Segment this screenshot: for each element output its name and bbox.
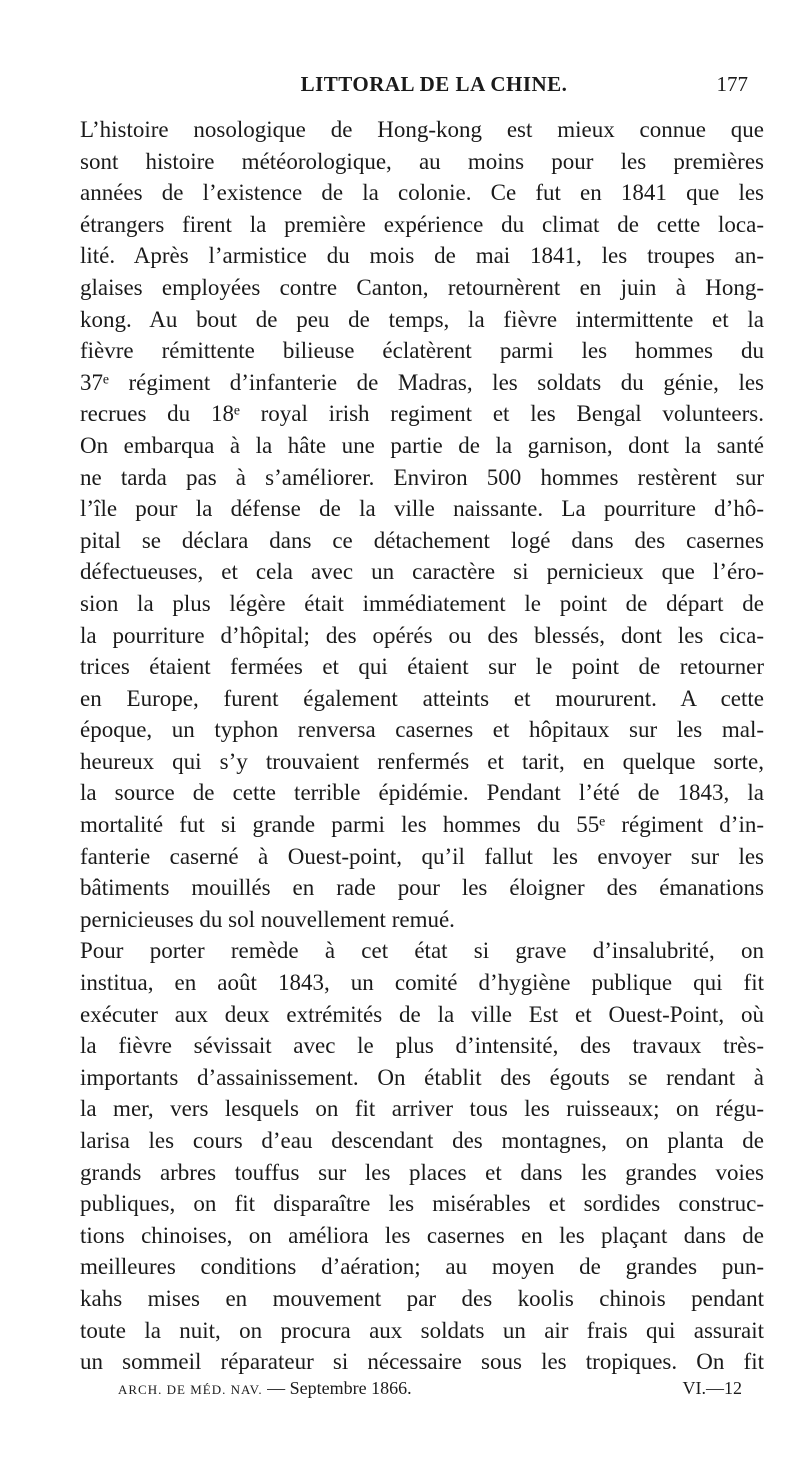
footer-separator: —	[267, 1378, 286, 1398]
text-line: grands arbres touffus sur les places et dans les grandes voies	[80, 1159, 764, 1185]
text-line: la fièvre sévissait avec le plus d’intensité, des travaux très-	[80, 1033, 764, 1059]
text-line: importants d’assainissement. On établit des égouts se rendant à	[80, 1064, 764, 1090]
footer-date: Septembre 1866.	[289, 1378, 412, 1398]
journal-abbreviation: ARCH. DE MÉD. NAV.	[118, 1382, 263, 1397]
text-line: étrangers firent la première expérience du climat de cette loca-	[80, 211, 764, 237]
text-line: heureux qui s’y trouvaient renfermés et tarit, en quelque sorte,	[80, 748, 764, 774]
text-line: tions chinoises, on améliora les casernes en les plaçant dans de	[80, 1222, 764, 1248]
text-line: la source de cette terrible épidémie. Pendant l’été de 1843, la	[80, 780, 764, 806]
text-line: années de l’existence de la colonie. Ce fut en 1841 que les	[80, 180, 764, 206]
text-line: époque, un typhon renversa casernes et hôpitaux sur les mal-	[80, 717, 764, 743]
signature-mark: VI.—12	[682, 1378, 742, 1398]
text-line: la pourriture d’hôpital; des opérés ou des blessés, dont les cica-	[80, 622, 764, 648]
text-line: défectueuses, et cela avec un caractère si pernicieux que l’éro-	[80, 559, 764, 585]
text-line: fièvre rémittente bilieuse éclatèrent parmi les hommes du	[80, 338, 764, 364]
paragraph-1	[58, 114, 764, 935]
text-line: 37ᵉ régiment d’infanterie de Madras, les soldats du génie, les	[80, 369, 764, 395]
text-line: fanterie caserné à Ouest-point, qu’il fallut les envoyer sur les	[80, 843, 764, 869]
text-line: l’île pour la défense de la ville naissante. La pourriture d’hô-	[80, 496, 764, 522]
text-line: kahs mises en mouvement par des koolis chinois pendant	[80, 1285, 764, 1311]
text-line: recrues du 18ᵉ royal irish regiment et les Bengal volunteers.	[80, 401, 764, 427]
page-footer	[118, 1378, 742, 1404]
text-line: sion la plus légère était immédiatement le point de départ de	[80, 590, 764, 616]
page-number: 177	[716, 72, 748, 96]
text-line: meilleures conditions d’aération; au moyen de grandes pun-	[80, 1254, 764, 1280]
text-line: ne tarda pas à s’améliorer. Environ 500 hommes restèrent sur	[80, 464, 764, 490]
text-line: sont histoire météorologique, au moins pour les premières	[80, 148, 764, 174]
text-line: On embarqua à la hâte une partie de la garnison, dont la santé	[80, 432, 764, 458]
text-line: kong. Au bout de peu de temps, la fièvre intermittente et la	[80, 306, 764, 332]
text-line: publiques, on fit disparaître les misérables et sordides construc-	[80, 1191, 764, 1217]
text-line: larisa les cours d’eau descendant des montagnes, on planta de	[80, 1128, 764, 1153]
paragraph-2	[58, 935, 764, 1377]
text-line: glaises employées contre Canton, retournèrent en juin à Hong-	[80, 274, 764, 300]
footer-source-line	[118, 1378, 412, 1399]
text-line: lité. Après l’armistice du mois de mai 1841, les troupes an-	[80, 243, 764, 269]
text-line: pital se déclara dans ce détachement logé dans des casernes	[80, 527, 764, 553]
page-header	[120, 72, 748, 100]
body-text	[58, 114, 764, 1378]
text-line: bâtiments mouillés en rade pour les éloigner des émanations	[80, 875, 764, 901]
text-line: mortalité fut si grande parmi les hommes du 55ᵉ régiment d’in-	[80, 812, 764, 838]
text-line: en Europe, furent également atteints et moururent. A cette	[80, 685, 764, 711]
text-line: institua, en août 1843, un comité d’hygiène publique qui fit	[80, 970, 764, 996]
text-line: trices étaient fermées et qui étaient sur le point de retourner	[80, 654, 764, 680]
text-line: L’histoire nosologique de Hong-kong est mieux connue que	[80, 117, 764, 142]
text-line: la mer, vers lesquels on fit arriver tous les ruisseaux; on régu-	[80, 1096, 764, 1122]
text-line: Pour porter remède à cet état si grave d’insalubrité, on	[80, 938, 764, 964]
text-line: un sommeil réparateur si nécessaire sous les tropiques. On fit	[80, 1349, 764, 1375]
running-title: LITTORAL DE LA CHINE.	[300, 72, 568, 96]
text-line: exécuter aux deux extrémités de la ville Est et Ouest-Point, où	[80, 1001, 764, 1027]
text-line: toute la nuit, on procura aux soldats un air frais qui assurait	[80, 1317, 764, 1343]
text-line: pernicieuses du sol nouvellement remué.	[80, 906, 455, 932]
